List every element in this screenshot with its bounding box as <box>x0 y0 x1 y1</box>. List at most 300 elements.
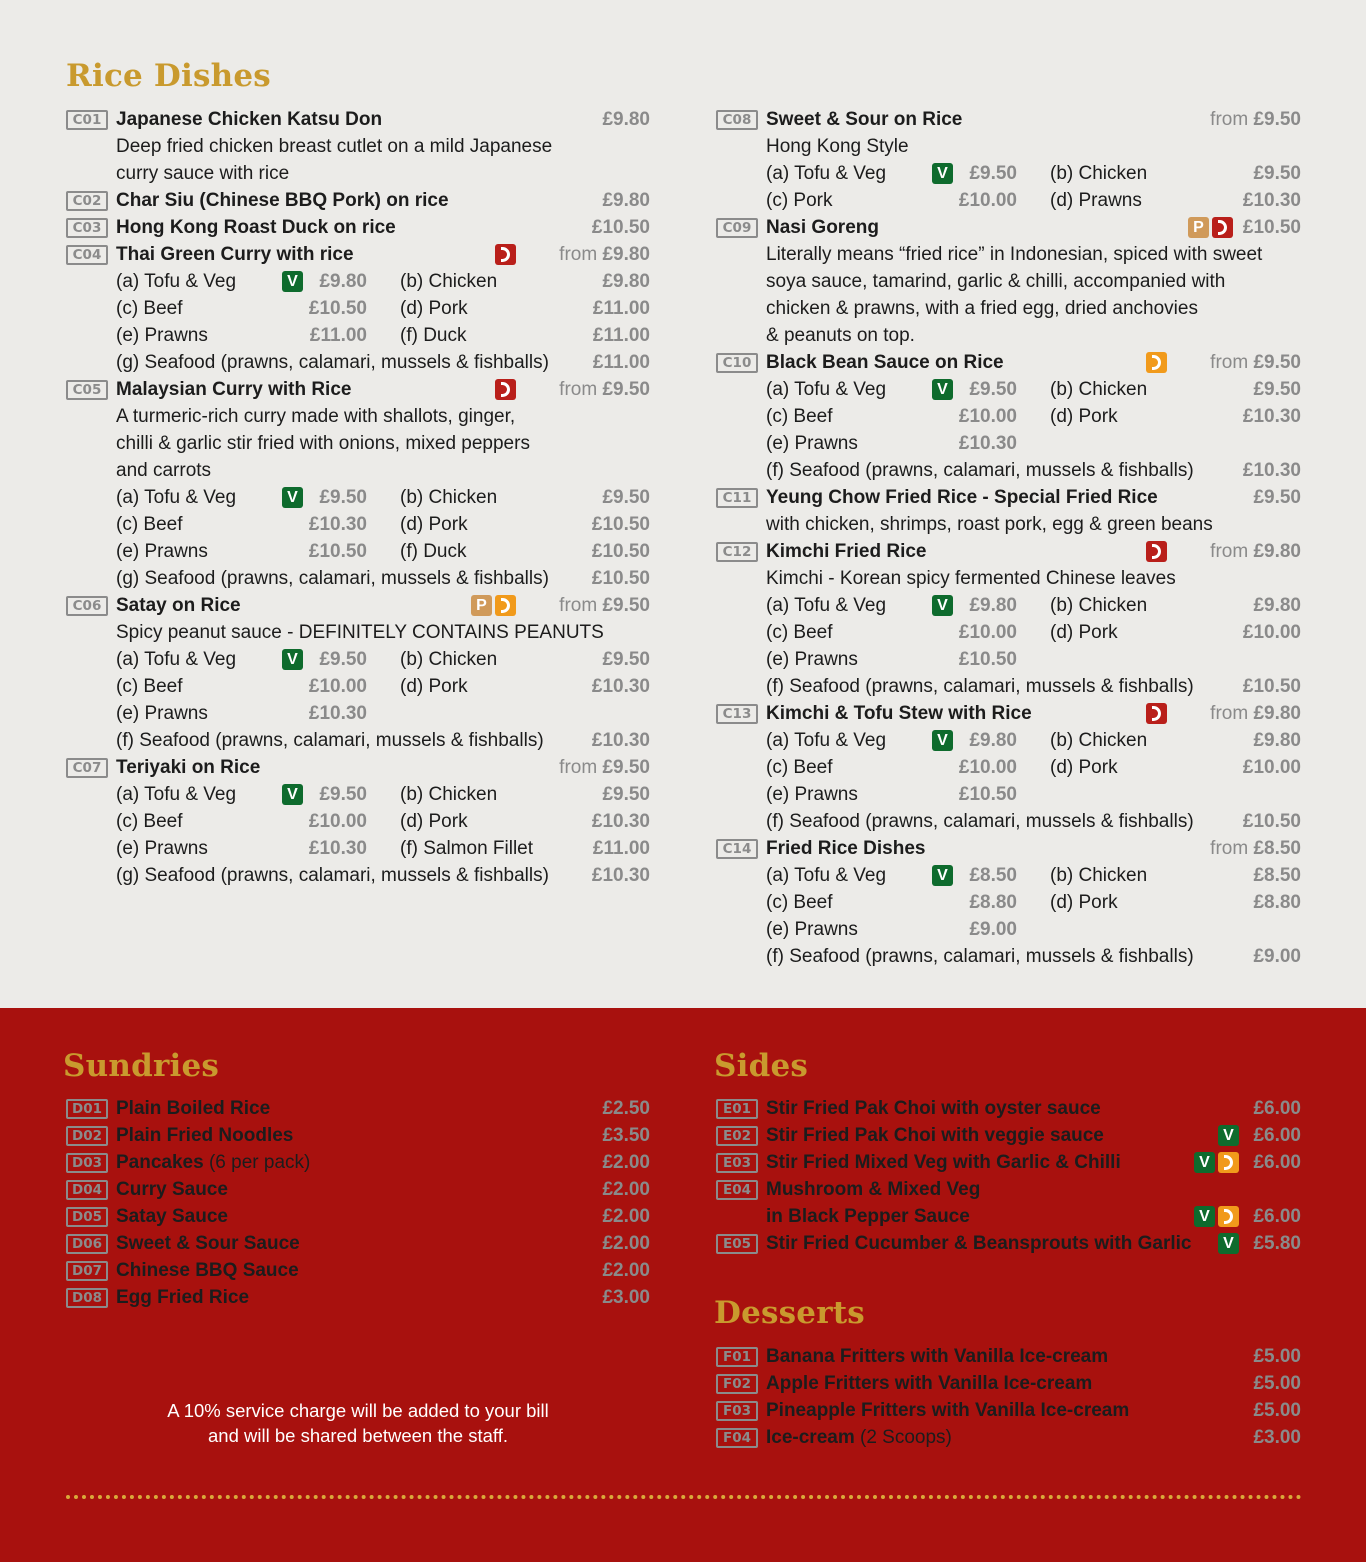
price-from-label: from <box>1210 541 1254 562</box>
variant-price: £10.50 <box>591 514 650 535</box>
menu-item-header <box>66 592 650 619</box>
variant-row <box>66 268 650 295</box>
variant-name: (b) Chicken <box>1050 865 1148 886</box>
price-from-label: from <box>559 757 603 778</box>
item-code: C13 <box>716 704 758 724</box>
variant-name: (e) Prawns <box>116 541 208 562</box>
item-price: from £9.80 <box>1210 541 1301 562</box>
item-description-row <box>66 160 650 187</box>
variant-name: (a) Tofu & Veg <box>766 865 887 886</box>
variant-price: £10.30 <box>1242 406 1301 427</box>
variant-name: (c) Beef <box>766 892 833 913</box>
item-price: from £9.50 <box>559 379 650 400</box>
item-price: £6.00 <box>1253 1152 1301 1173</box>
variant-name: (f) Salmon Fillet <box>400 838 534 859</box>
variant-price: £9.80 <box>602 271 650 292</box>
price-from-label: from <box>559 595 603 616</box>
item-price: £2.00 <box>602 1233 650 1254</box>
item-description-row <box>716 565 1301 592</box>
chili-shape <box>1224 1209 1233 1224</box>
item-description: Kimchi - Korean spicy fermented Chinese leaves <box>766 568 1176 589</box>
item-name: Kimchi & Tofu Stew with Rice <box>766 703 1032 724</box>
variant-name: (a) Tofu & Veg <box>766 163 887 184</box>
item-price: from £9.80 <box>559 244 650 265</box>
variant-row-seafood <box>66 565 650 592</box>
item-code: C05 <box>66 380 108 400</box>
item-badges <box>1146 703 1167 724</box>
item-name: Fried Rice Dishes <box>766 838 926 859</box>
variant-price: £9.50 <box>1253 163 1301 184</box>
variant-row <box>716 727 1301 754</box>
sides-title: Sides <box>714 1048 809 1084</box>
peanut-icon: P <box>1188 217 1209 238</box>
variant-price: £10.00 <box>1242 757 1301 778</box>
variant-price: £10.00 <box>958 406 1017 427</box>
item-code: D04 <box>66 1180 108 1200</box>
menu-item <box>66 1095 650 1122</box>
item-price: £2.00 <box>602 1206 650 1227</box>
chili-shape <box>501 382 510 397</box>
variant-price: £11.00 <box>592 838 650 859</box>
item-name: Japanese Chicken Katsu Don <box>116 109 383 130</box>
item-price: £9.80 <box>602 109 650 130</box>
price-from-label: from <box>559 379 603 400</box>
item-name: in Black Pepper Sauce <box>766 1206 970 1227</box>
menu-item <box>716 1230 1301 1257</box>
variant-price: £9.50 <box>1253 379 1301 400</box>
item-description: soya sauce, tamarind, garlic & chilli, accompanied with <box>766 271 1226 292</box>
chili-shape <box>1224 1155 1233 1170</box>
vegetarian-icon: V <box>282 487 303 508</box>
vegetarian-icon: V <box>932 730 953 751</box>
item-description-row <box>716 133 1301 160</box>
item-name: Egg Fried Rice <box>116 1287 250 1308</box>
price-from-label: from <box>1210 838 1254 859</box>
item-price: from £9.50 <box>1210 109 1301 130</box>
variant-row <box>716 187 1301 214</box>
variant-name: (a) Tofu & Veg <box>766 379 887 400</box>
item-price: £3.00 <box>602 1287 650 1308</box>
menu-item <box>716 1149 1301 1176</box>
variant-price: £8.50 <box>1253 865 1301 886</box>
variant-row <box>716 619 1301 646</box>
item-name: Yeung Chow Fried Rice - Special Fried Rice <box>766 487 1158 508</box>
chili-shape <box>1152 544 1161 559</box>
item-code: D07 <box>66 1261 108 1281</box>
service-charge-note <box>120 1398 596 1448</box>
chili-icon <box>1146 352 1167 373</box>
variant-name: (c) Beef <box>116 811 183 832</box>
item-price: £5.00 <box>1253 1346 1301 1367</box>
chili-shape <box>501 247 510 262</box>
menu-item-header <box>66 376 650 403</box>
variant-price: £11.00 <box>592 352 650 373</box>
variant-name: (d) Pork <box>400 514 468 535</box>
variant-row <box>716 430 1301 457</box>
item-price: £5.00 <box>1253 1400 1301 1421</box>
item-code: E02 <box>716 1126 758 1146</box>
price-from-label: from <box>559 244 603 265</box>
variant-row <box>66 322 650 349</box>
menu-item <box>716 1203 1301 1230</box>
variant-price: £10.30 <box>591 865 650 886</box>
item-code: C08 <box>716 110 758 130</box>
item-name: Plain Fried Noodles <box>116 1125 294 1146</box>
variant-row <box>66 295 650 322</box>
item-code: C11 <box>716 488 758 508</box>
item-code: C06 <box>66 596 108 616</box>
variant-name: (e) Prawns <box>116 838 208 859</box>
variant-name: (d) Pork <box>1050 892 1118 913</box>
item-code: D01 <box>66 1099 108 1119</box>
item-price: £5.80 <box>1253 1233 1301 1254</box>
vegetarian-icon: V <box>282 784 303 805</box>
item-badges <box>495 379 516 400</box>
item-name: Pancakes (6 per pack) <box>116 1152 311 1173</box>
variant-price: £10.50 <box>1242 676 1301 697</box>
variant-price: £8.80 <box>969 892 1017 913</box>
item-description: Literally means “fried rice” in Indonesian, spiced with sweet <box>766 244 1263 265</box>
variant-name: (b) Chicken <box>1050 595 1148 616</box>
menu-item <box>716 1176 1301 1203</box>
item-name: Kimchi Fried Rice <box>766 541 927 562</box>
item-code: F04 <box>716 1428 758 1448</box>
variant-price: £10.50 <box>958 784 1017 805</box>
variant-price: £10.50 <box>308 298 367 319</box>
item-name: Black Bean Sauce on Rice <box>766 352 1004 373</box>
variant-name: (c) Beef <box>766 757 833 778</box>
variant-name: (d) Pork <box>1050 406 1118 427</box>
item-description-row <box>716 241 1301 268</box>
vegetarian-icon: V <box>1218 1125 1239 1146</box>
variant-price: £10.50 <box>958 649 1017 670</box>
variant-name: (b) Chicken <box>1050 730 1148 751</box>
menu-item-header <box>716 349 1301 376</box>
item-badges <box>1146 352 1167 373</box>
variant-name: (d) Pork <box>400 676 468 697</box>
variant-name: (e) Prawns <box>766 784 858 805</box>
vegetarian-icon: V <box>282 271 303 292</box>
variant-row <box>716 160 1301 187</box>
variant-price: £9.50 <box>602 487 650 508</box>
variant-price: £9.50 <box>969 163 1017 184</box>
item-name: Chinese BBQ Sauce <box>116 1260 299 1281</box>
variant-price: £10.30 <box>958 433 1017 454</box>
item-code: C03 <box>66 218 108 238</box>
item-code: E03 <box>716 1153 758 1173</box>
item-description-row <box>66 457 650 484</box>
item-description: with chicken, shrimps, roast pork, egg & green beans <box>766 514 1213 535</box>
item-code: C02 <box>66 191 108 211</box>
menu-item <box>66 1149 650 1176</box>
service-charge-line-1: A 10% service charge will be added to your bill <box>167 1400 549 1421</box>
item-description: chicken & prawns, with a fried egg, dried anchovies <box>766 298 1198 319</box>
menu-item-header <box>66 187 650 214</box>
item-code: F03 <box>716 1401 758 1421</box>
variant-price: £10.30 <box>1242 460 1301 481</box>
vegetarian-icon: V <box>932 379 953 400</box>
variant-price: £9.80 <box>969 595 1017 616</box>
variant-name: (d) Pork <box>400 298 468 319</box>
variant-price: £10.00 <box>958 757 1017 778</box>
variant-row-seafood <box>66 862 650 889</box>
item-badges <box>1218 1233 1239 1254</box>
variant-row <box>66 781 650 808</box>
chili-shape <box>501 598 510 613</box>
item-note: (6 per pack) <box>203 1152 311 1173</box>
item-name: Plain Boiled Rice <box>116 1098 271 1119</box>
variant-name: (f) Duck <box>400 325 467 346</box>
item-description-row <box>66 133 650 160</box>
item-code: D06 <box>66 1234 108 1254</box>
item-description-row <box>716 322 1301 349</box>
item-code: C01 <box>66 110 108 130</box>
item-badges <box>1146 541 1167 562</box>
menu-item-header <box>716 700 1301 727</box>
item-description: Hong Kong Style <box>766 136 909 157</box>
sundries-title: Sundries <box>63 1048 220 1084</box>
item-name: Teriyaki on Rice <box>116 757 261 778</box>
peanut-icon: P <box>471 595 492 616</box>
item-name: Pineapple Fritters with Vanilla Ice-cream <box>766 1400 1130 1421</box>
variant-row <box>66 646 650 673</box>
variant-price: £9.00 <box>969 919 1017 940</box>
variant-name: (c) Beef <box>766 622 833 643</box>
item-code: F02 <box>716 1374 758 1394</box>
variant-name: (a) Tofu & Veg <box>766 730 887 751</box>
variant-row <box>716 781 1301 808</box>
item-description-row <box>66 430 650 457</box>
chili-icon <box>1146 703 1167 724</box>
item-price: from £9.50 <box>1210 352 1301 373</box>
item-name: Malaysian Curry with Rice <box>116 379 352 400</box>
menu-item <box>716 1095 1301 1122</box>
variant-row <box>66 673 650 700</box>
variant-name: (d) Pork <box>1050 757 1118 778</box>
variant-row <box>716 403 1301 430</box>
menu-item <box>66 1284 650 1311</box>
chili-shape <box>1152 355 1161 370</box>
variant-price: £9.00 <box>1253 946 1301 967</box>
item-price: £9.50 <box>1253 487 1301 508</box>
item-description-row <box>66 403 650 430</box>
variant-row-seafood <box>716 673 1301 700</box>
item-price: £10.50 <box>1242 217 1301 238</box>
item-description-row <box>66 619 650 646</box>
item-price: £6.00 <box>1253 1125 1301 1146</box>
variant-row <box>716 376 1301 403</box>
vegetarian-icon: V <box>932 595 953 616</box>
item-code: D02 <box>66 1126 108 1146</box>
item-name: Sweet & Sour Sauce <box>116 1233 300 1254</box>
item-description: Deep fried chicken breast cutlet on a mild Japanese <box>116 136 553 157</box>
item-name: Stir Fried Cucumber & Beansprouts with Garlic <box>766 1233 1192 1254</box>
variant-row <box>66 538 650 565</box>
variant-price: £10.50 <box>308 541 367 562</box>
price-from-label: from <box>1210 109 1254 130</box>
chili-icon <box>1218 1152 1239 1173</box>
item-name: Ice-cream (2 Scoops) <box>766 1427 952 1448</box>
variant-name: (c) Pork <box>766 190 833 211</box>
variant-name: (f) Duck <box>400 541 467 562</box>
item-code: C14 <box>716 839 758 859</box>
variant-name: (e) Prawns <box>116 325 208 346</box>
item-code: D03 <box>66 1153 108 1173</box>
menu-item <box>716 1122 1301 1149</box>
variant-price: £10.00 <box>308 676 367 697</box>
item-name: Satay Sauce <box>116 1206 228 1227</box>
variant-name: (c) Beef <box>116 514 183 535</box>
vegetarian-icon: V <box>1194 1206 1215 1227</box>
item-code: C07 <box>66 758 108 778</box>
variant-price: £9.50 <box>602 649 650 670</box>
variant-name: (d) Pork <box>1050 622 1118 643</box>
variant-row-seafood <box>716 943 1301 970</box>
item-name: Stir Fried Pak Choi with oyster sauce <box>766 1098 1101 1119</box>
variant-name: (a) Tofu & Veg <box>116 784 237 805</box>
variant-name: (b) Chicken <box>400 487 498 508</box>
menu-item <box>66 1230 650 1257</box>
variant-name: (f) Seafood (prawns, calamari, mussels & fishballs) <box>766 811 1194 832</box>
item-code: E01 <box>716 1099 758 1119</box>
item-badges <box>1188 217 1233 238</box>
variant-name: (b) Chicken <box>1050 163 1148 184</box>
item-badges <box>1218 1125 1239 1146</box>
variant-row-seafood <box>716 457 1301 484</box>
item-price: £2.00 <box>602 1179 650 1200</box>
item-code: D05 <box>66 1207 108 1227</box>
variant-price: £10.00 <box>958 622 1017 643</box>
chili-icon <box>1218 1206 1239 1227</box>
variant-price: £10.30 <box>308 703 367 724</box>
variant-price: £11.00 <box>592 325 650 346</box>
variant-name: (b) Chicken <box>400 649 498 670</box>
desserts-list <box>716 1343 1301 1451</box>
item-price: £9.80 <box>602 190 650 211</box>
item-code: C10 <box>716 353 758 373</box>
item-code: C09 <box>716 218 758 238</box>
menu-item-header <box>716 214 1301 241</box>
variant-price: £11.00 <box>592 298 650 319</box>
item-price: from £9.50 <box>559 595 650 616</box>
variant-row <box>716 862 1301 889</box>
variant-price: £9.50 <box>319 784 367 805</box>
variant-row <box>716 754 1301 781</box>
item-name: Hong Kong Roast Duck on rice <box>116 217 396 238</box>
variant-price: £9.80 <box>1253 595 1301 616</box>
variant-name: (b) Chicken <box>400 784 498 805</box>
menu-item-header <box>716 106 1301 133</box>
variant-price: £10.00 <box>308 811 367 832</box>
variant-row <box>66 700 650 727</box>
item-badges <box>1194 1152 1239 1173</box>
menu-item <box>66 1203 650 1230</box>
variant-name: (f) Seafood (prawns, calamari, mussels & fishballs) <box>766 460 1194 481</box>
variant-price: £9.80 <box>1253 730 1301 751</box>
variant-name: (a) Tofu & Veg <box>116 271 237 292</box>
item-badges <box>1194 1206 1239 1227</box>
item-price: £3.50 <box>602 1125 650 1146</box>
item-badges <box>495 244 516 265</box>
chili-icon <box>495 379 516 400</box>
desserts-title: Desserts <box>714 1295 865 1331</box>
menu-item <box>716 1343 1301 1370</box>
variant-row <box>716 889 1301 916</box>
item-price: £5.00 <box>1253 1373 1301 1394</box>
variant-name: (e) Prawns <box>766 919 858 940</box>
item-description: and carrots <box>116 460 212 481</box>
item-price: £6.00 <box>1253 1098 1301 1119</box>
item-description: chilli & garlic stir fried with onions, mixed peppers <box>116 433 530 454</box>
variant-name: (f) Seafood (prawns, calamari, mussels & fishballs) <box>766 946 1194 967</box>
variant-name: (a) Tofu & Veg <box>116 487 237 508</box>
item-description-row <box>716 295 1301 322</box>
variant-name: (d) Prawns <box>1050 190 1142 211</box>
variant-name: (b) Chicken <box>400 271 498 292</box>
item-description: & peanuts on top. <box>766 325 915 346</box>
item-name: Stir Fried Pak Choi with veggie sauce <box>766 1125 1104 1146</box>
variant-name: (b) Chicken <box>1050 379 1148 400</box>
item-name: Mushroom & Mixed Veg <box>766 1179 981 1200</box>
menu-item-header <box>716 484 1301 511</box>
item-price: £6.00 <box>1253 1206 1301 1227</box>
item-code: C04 <box>66 245 108 265</box>
price-from-label: from <box>1210 352 1254 373</box>
item-price: from £8.50 <box>1210 838 1301 859</box>
variant-price: £9.50 <box>602 784 650 805</box>
variant-price: £11.00 <box>309 325 367 346</box>
variant-row-seafood <box>66 727 650 754</box>
item-note: (2 Scoops) <box>854 1427 952 1448</box>
item-name: Nasi Goreng <box>766 217 879 238</box>
chili-icon <box>1146 541 1167 562</box>
vegetarian-icon: V <box>1218 1233 1239 1254</box>
vegetarian-icon: V <box>1194 1152 1215 1173</box>
rice-dishes-title: Rice Dishes <box>66 58 271 94</box>
menu-item-header <box>66 106 650 133</box>
item-code: E05 <box>716 1234 758 1254</box>
chili-shape <box>1152 706 1161 721</box>
item-code: E04 <box>716 1180 758 1200</box>
item-price: £2.00 <box>602 1152 650 1173</box>
variant-price: £9.80 <box>319 271 367 292</box>
item-badges <box>471 595 516 616</box>
item-description: A turmeric-rich curry made with shallots, ginger, <box>116 406 516 427</box>
menu-item-header <box>66 754 650 781</box>
variant-price: £10.00 <box>958 190 1017 211</box>
menu-item-header <box>716 538 1301 565</box>
service-charge-line-2: and will be shared between the staff. <box>208 1425 508 1446</box>
variant-name: (g) Seafood (prawns, calamari, mussels & fishballs) <box>116 865 549 886</box>
item-name: Banana Fritters with Vanilla Ice-cream <box>766 1346 1109 1367</box>
menu-item-header <box>66 214 650 241</box>
rice-left-column <box>66 106 650 889</box>
item-name: Curry Sauce <box>116 1179 228 1200</box>
variant-name: (d) Pork <box>400 811 468 832</box>
variant-name: (e) Prawns <box>766 649 858 670</box>
chili-icon <box>1212 217 1233 238</box>
variant-row <box>66 835 650 862</box>
menu-item-header <box>716 835 1301 862</box>
variant-price: £9.50 <box>969 379 1017 400</box>
variant-price: £10.30 <box>308 514 367 535</box>
variant-row <box>716 646 1301 673</box>
item-name: Apple Fritters with Vanilla Ice-cream <box>766 1373 1093 1394</box>
menu-item-header <box>66 241 650 268</box>
variant-row <box>66 808 650 835</box>
variant-name: (e) Prawns <box>766 433 858 454</box>
price-from-label: from <box>1210 703 1254 724</box>
